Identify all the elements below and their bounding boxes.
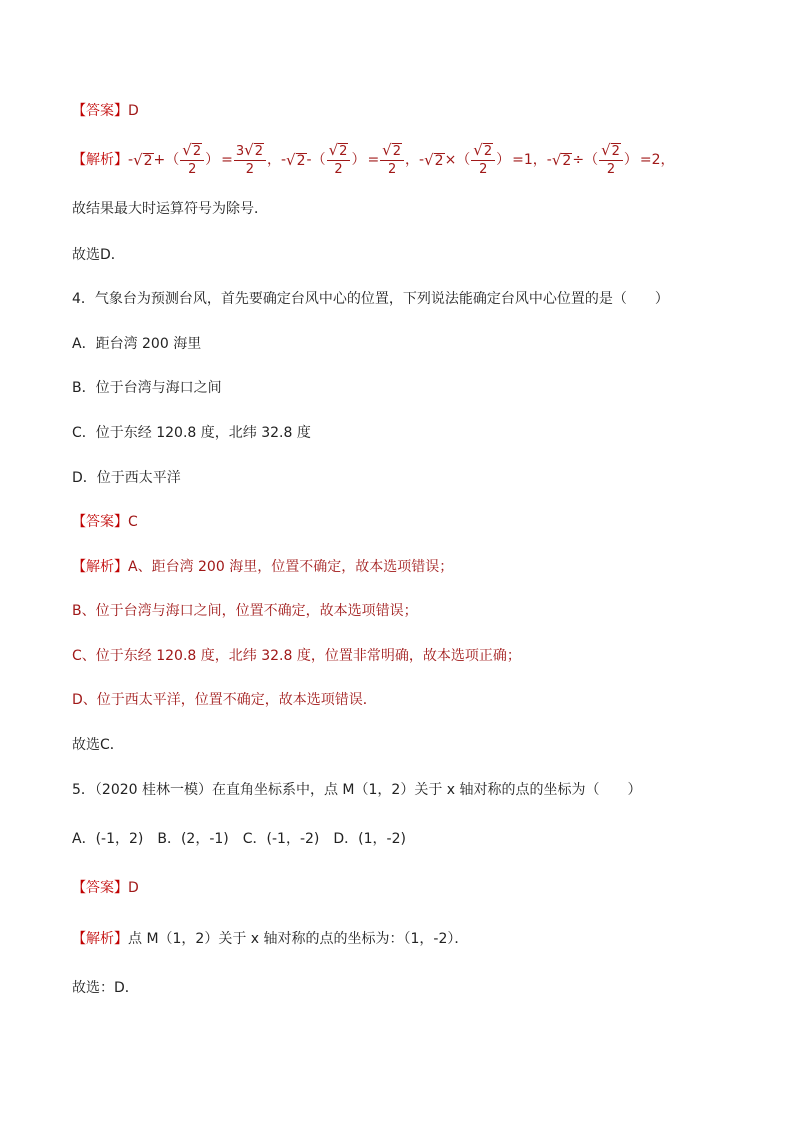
q4-answer-value: C [128, 514, 138, 530]
sqrt-2: √ 2 [424, 150, 444, 169]
fraction: √ 2 2 [180, 142, 204, 178]
q4-choice: 故选C． [72, 737, 124, 753]
analysis-tag: 【解析】 [72, 559, 128, 575]
q5-answer-value: D [128, 880, 139, 896]
analysis-tag: 【解析】 [72, 152, 128, 168]
q4-analysis-line-4: D、位于西太平洋，位置不确定，故本选项错误． [72, 692, 377, 708]
q3-answer-line [72, 101, 139, 121]
q3-analysis-math: - √ 2 + （ √ 2 2 ） = 3 √ 2 2 ， - √ 2 - （ √ 2 2 ） = √ 2 2 ， - √ 2 × （ √ 2 2 ） =1 ， - √ 2 ÷ （ √ 2 2 ） =2， [128, 141, 675, 177]
q4-option-a: A．距台湾 200 海里 [72, 336, 202, 352]
q3-conclusion: 故结果最大时运算符号为除号． [72, 201, 268, 217]
fraction: √ 2 2 [599, 142, 623, 178]
answer-tag: 【答案】 [72, 103, 128, 119]
answer-tag: 【答案】 [72, 880, 128, 896]
fraction: 3 √ 2 2 [234, 142, 266, 178]
q5-answer-line [72, 878, 139, 898]
q3-choice: 故选D． [72, 247, 125, 263]
analysis-tag: 【解析】 [72, 931, 128, 947]
fraction: √ 2 2 [380, 142, 404, 178]
sqrt-2: √ 2 [551, 150, 572, 169]
q4-answer-line [72, 512, 138, 532]
q5-stem: 5．（2020 桂林一模）在直角坐标系中，点 M（1，2）关于 x 轴对称的点的坐标为（ ） [72, 782, 642, 798]
q4-option-b: B．位于台湾与海口之间 [72, 380, 222, 396]
q5-choice: 故选：D． [72, 980, 139, 996]
q4-option-d: D．位于西太平洋 [72, 470, 181, 486]
q3-answer-value: D [128, 103, 139, 119]
q3-analysis-line [72, 140, 675, 180]
q4-option-c: C．位于东经 120.8 度，北纬 32.8 度 [72, 425, 311, 441]
q5-analysis-line: 【解析】点 M（1，2）关于 x 轴对称的点的坐标为：（1，-2）． [72, 931, 469, 947]
q4-analysis-line-1: 【解析】A、距台湾 200 海里，位置不确定，故本选项错误； [72, 559, 454, 575]
fraction: √ 2 2 [327, 142, 351, 178]
q4-analysis-line-3: C、位于东经 120.8 度，北纬 32.8 度，位置非常明确，故本选项正确； [72, 648, 521, 664]
q5-options: A．(-1，2) B．(2，-1) C．(-1，-2) D．(1，-2) [72, 831, 406, 847]
answer-tag: 【答案】 [72, 514, 128, 530]
fraction: √ 2 2 [471, 142, 495, 178]
q4-analysis-line-2: B、位于台湾与海口之间，位置不确定，故本选项错误； [72, 603, 418, 619]
sqrt-2: √ 2 [133, 150, 153, 169]
sqrt-2: √ 2 [286, 150, 306, 169]
q4-stem: 4．气象台为预测台风，首先要确定台风中心的位置，下列说法能确定台风中心位置的是（ ） [72, 291, 669, 307]
